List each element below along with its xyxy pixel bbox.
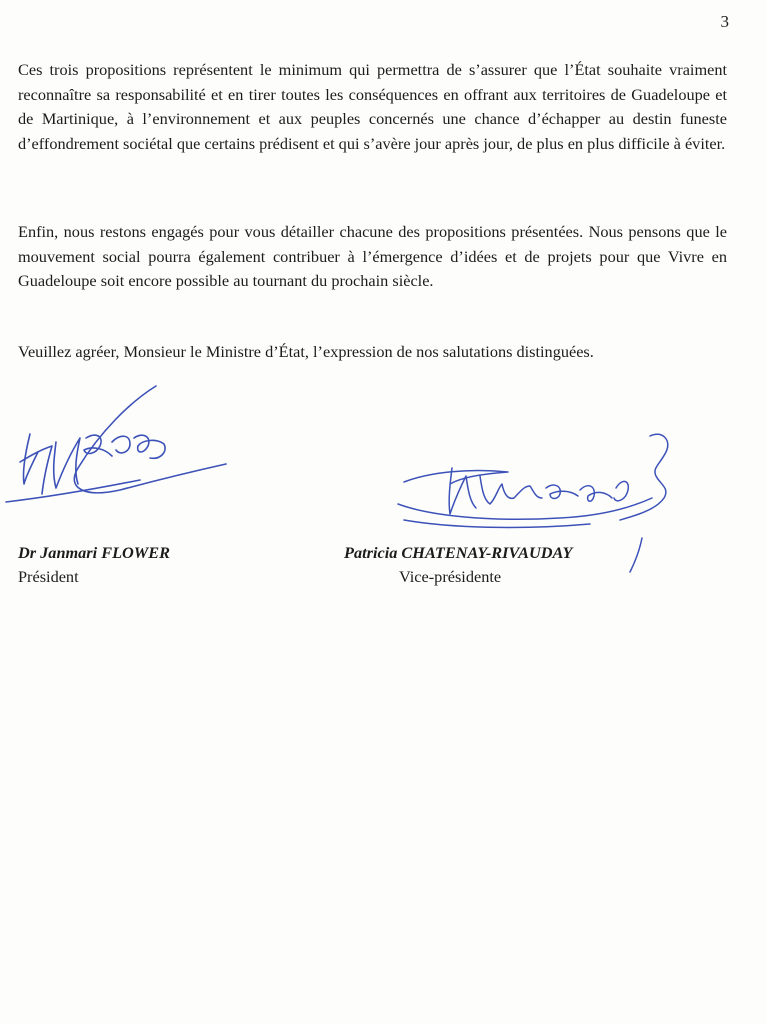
signature-president: [0, 372, 230, 517]
signatory-name-vice-presidente: Patricia CHATENAY-RIVAUDAY: [344, 543, 573, 562]
paragraph-propositions: Ces trois propositions représentent le minimum qui permettra de s’assurer que l’État souhaite vraiment reconnaître sa responsabilité et en tirer toutes les conséquences en offrant aux territoires de Guadeloupe et de Martinique, à l’environnement et aux peuples concernés une chance d’échapper au destin funeste d’effondrement sociétal que certains prédisent et qui s’avère jour après jour, de plus en plus difficile à éviter.: [18, 60, 727, 153]
paragraph-engagement: Enfin, nous restons engagés pour vous détailler chacune des propositions présentées. Nous pensons que le mouvement social pourra également contribuer à l’émergence d’idées et de projets pour que Vivre en Guadeloupe soit encore possible au tournant du prochain siècle.: [18, 222, 727, 290]
signatory-role-president: Président: [18, 567, 79, 586]
paragraph-salutations: Veuillez agréer, Monsieur le Ministre d’État, l’expression de nos salutations distinguées.: [18, 342, 594, 361]
signatory-role-vice-presidente: Vice-présidente: [399, 567, 502, 586]
signatory-name-president: Dr Janmari FLOWER: [18, 543, 170, 562]
page-number: 3: [720, 12, 729, 31]
